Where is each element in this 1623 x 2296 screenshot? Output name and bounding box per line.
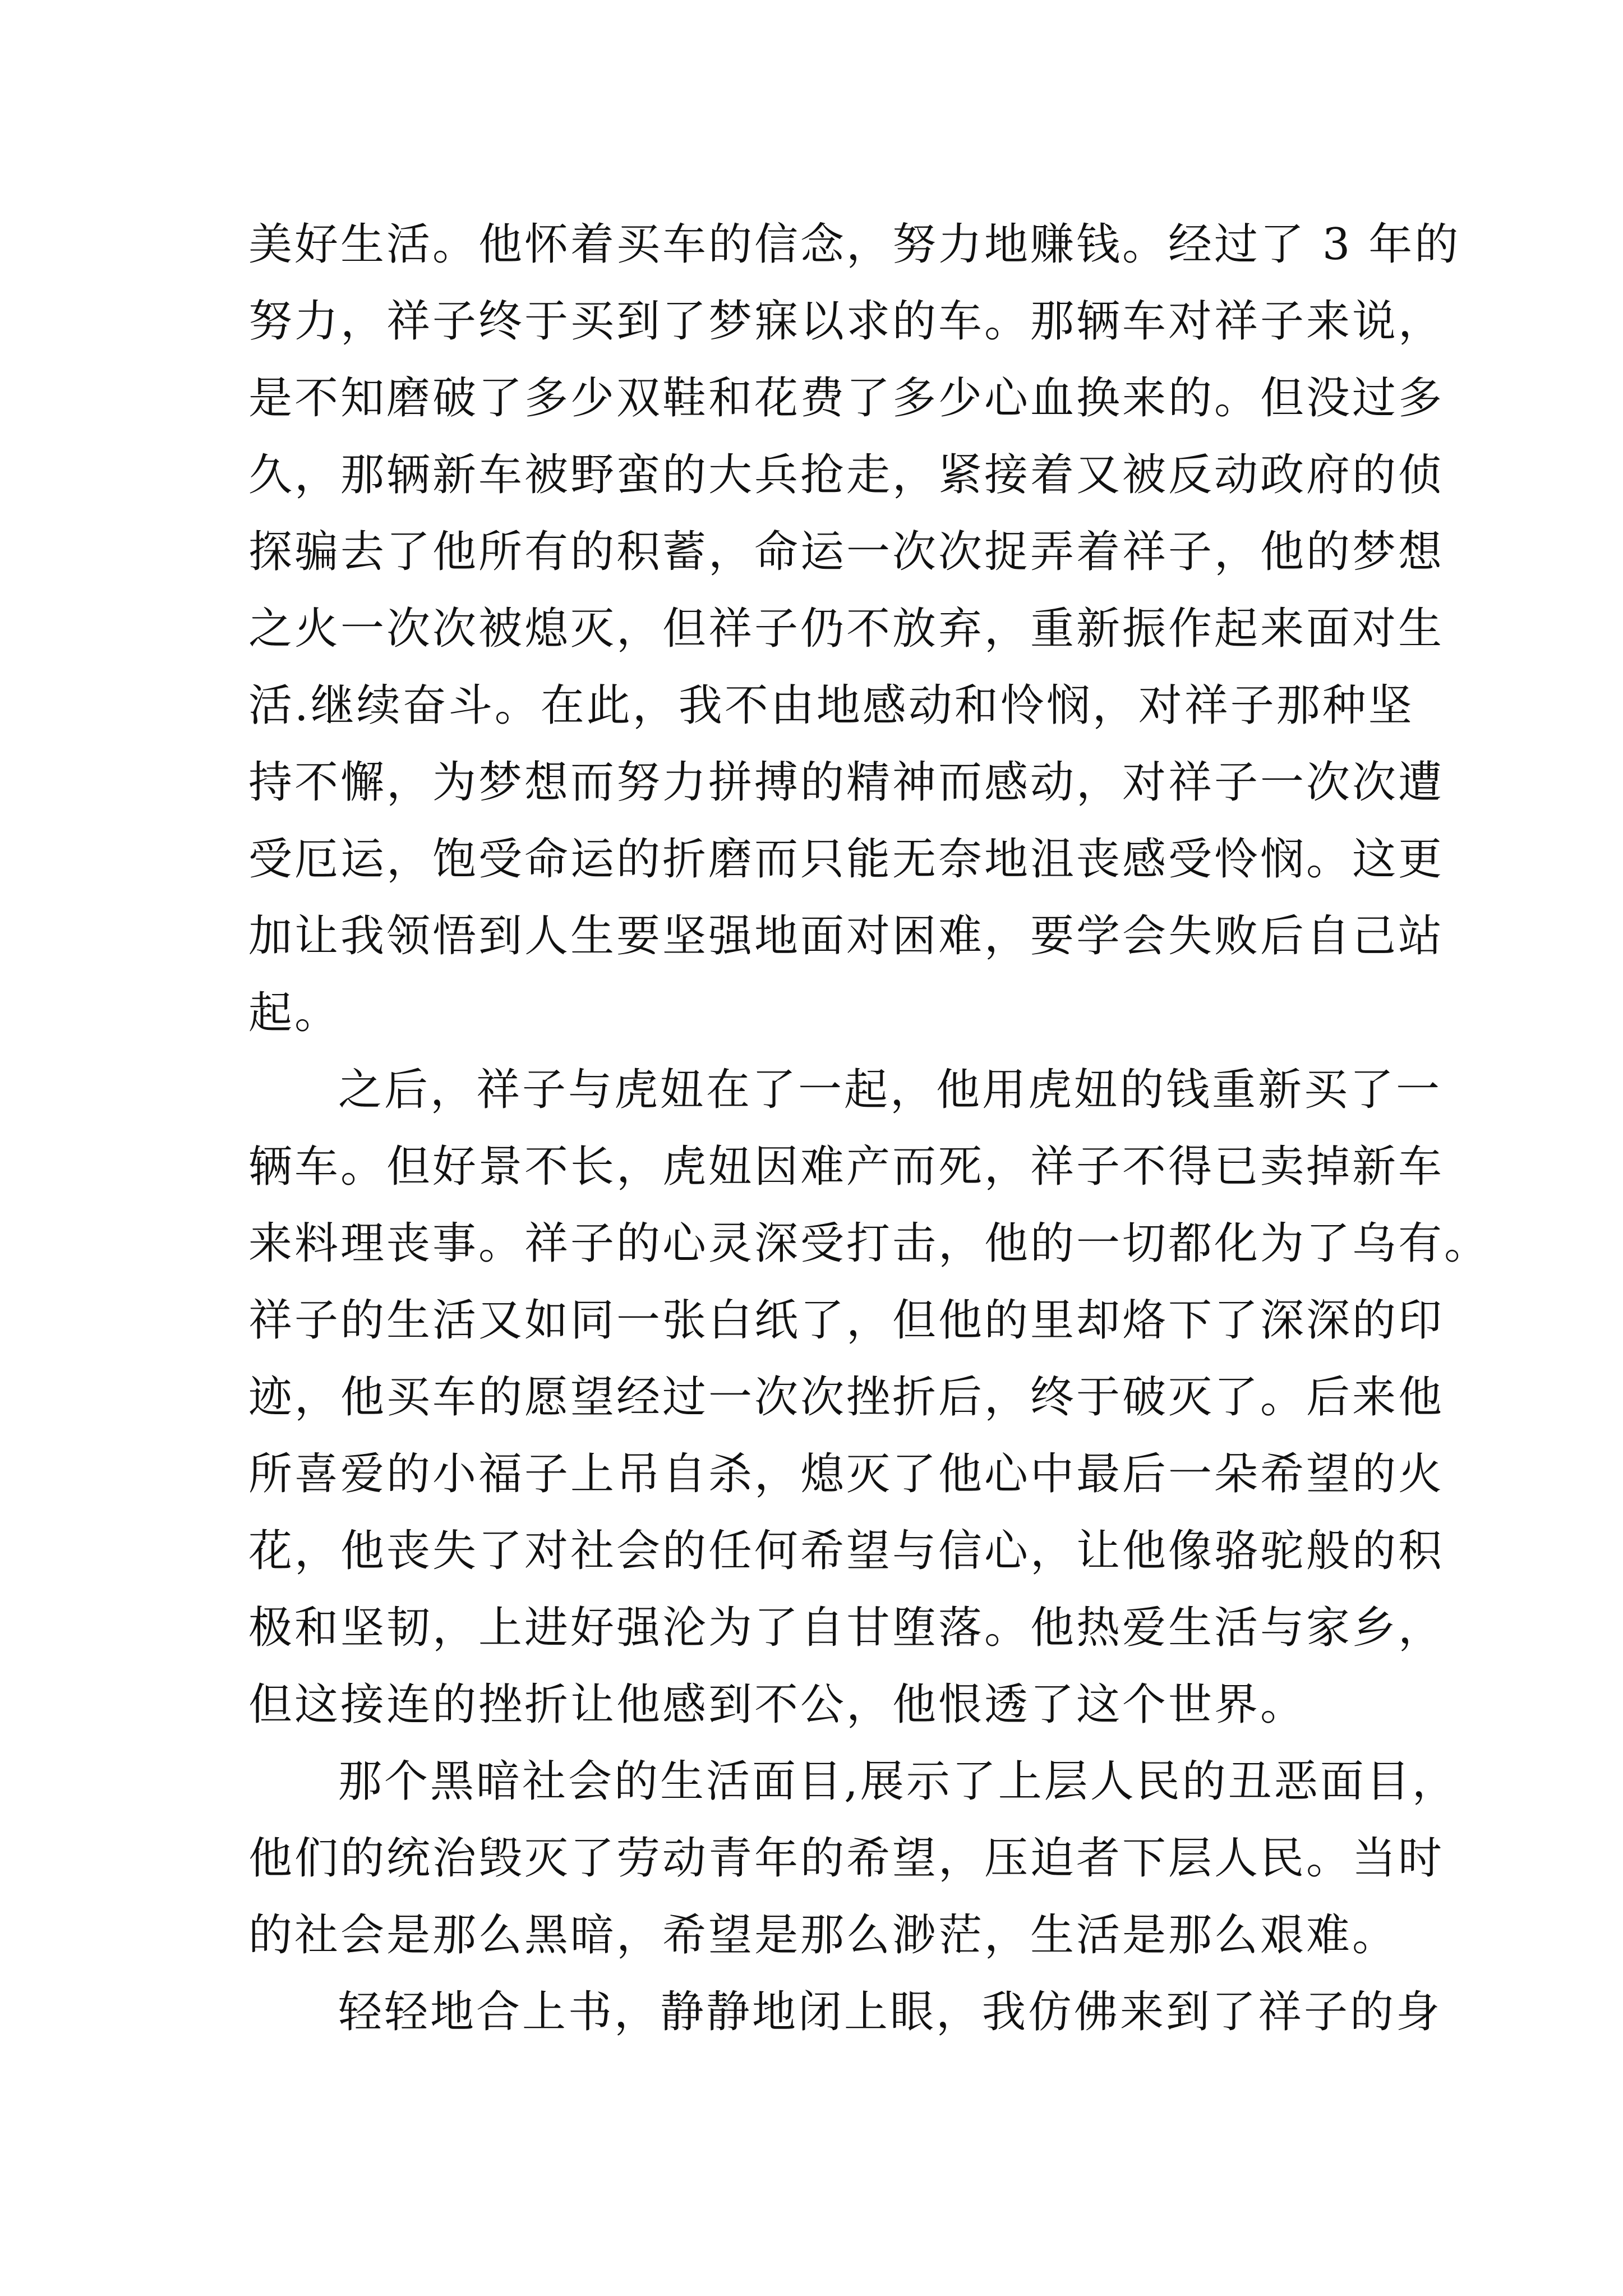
paragraph-1 [248, 206, 1461, 1052]
text-line: 迹，他买车的愿望经过一次次挫折后，终于破灭了。后来他 [248, 1372, 1445, 1423]
text-line: 久，那辆新车被野蛮的大兵抢走，紧接着又被反动政府的侦 [248, 450, 1445, 500]
paragraph-4 [248, 1974, 1442, 2051]
text-line: 所喜爱的小福子上吊自杀，熄灭了他心中最后一朵希望的火 [248, 1449, 1445, 1499]
text-line: 探骗去了他所有的积蓄，命运一次次捉弄着祥子，他的梦想 [248, 527, 1445, 577]
text-line: 起。 [248, 988, 341, 1038]
text-line: 美好生活。他怀着买车的信念，努力地赚钱。经过了 3 年的 [248, 219, 1461, 270]
text-line: 他们的统治毁灭了劳动青年的希望，压迫者下层人民。当时 [248, 1833, 1445, 1884]
text-line: 来料理丧事。祥子的心灵深受打击，他的一切都化为了乌有。 [248, 1218, 1491, 1269]
text-line: 但这接连的挫折让他感到不公，他恨透了这个世界。 [248, 1680, 1307, 1730]
text-line: 辆车。但好景不长，虎妞因难产而死，祥子不得已卖掉新车 [248, 1142, 1445, 1192]
text-line: 努力，祥子终于买到了梦寐以求的车。那辆车对祥子来说， [248, 296, 1445, 347]
text-line: 加让我领悟到人生要坚强地面对困难，要学会失败后自己站 [248, 911, 1445, 961]
text-line: 花，他丧失了对社会的任何希望与信心，让他像骆驼般的积 [248, 1526, 1445, 1576]
text-line: 是不知磨破了多少双鞋和花费了多少心血换来的。但没过多 [248, 373, 1445, 424]
text-line: 受厄运，饱受命运的折磨而只能无奈地沮丧感受怜悯。这更 [248, 834, 1445, 885]
text-line: 祥子的生活又如同一张白纸了，但他的里却烙下了深深的印 [248, 1295, 1445, 1346]
text-line: 活.继续奋斗。在此，我不由地感动和怜悯，对祥子那种坚 [248, 680, 1414, 731]
text-line: 之后，祥子与虎妞在了一起，他用虎妞的钱重新买了一 [338, 1065, 1442, 1115]
text-line: 的社会是那么黑暗，希望是那么渺茫，生活是那么艰难。 [248, 1910, 1399, 1961]
document-body [248, 206, 1491, 2051]
text-line: 轻轻地合上书，静静地闭上眼，我仿佛来到了祥子的身 [338, 1987, 1442, 2037]
paragraph-2 [248, 1052, 1491, 1743]
text-line: 极和坚韧，上进好强沦为了自甘堕落。他热爱生活与家乡， [248, 1603, 1445, 1653]
paragraph-3 [248, 1743, 1458, 1974]
text-line: 持不懈，为梦想而努力拼搏的精神而感动，对祥子一次次遭 [248, 757, 1445, 808]
text-line: 之火一次次被熄灭，但祥子仍不放弃，重新振作起来面对生 [248, 604, 1445, 654]
text-line: 那个黑暗社会的生活面目,展示了上层人民的丑恶面目， [338, 1756, 1458, 1807]
